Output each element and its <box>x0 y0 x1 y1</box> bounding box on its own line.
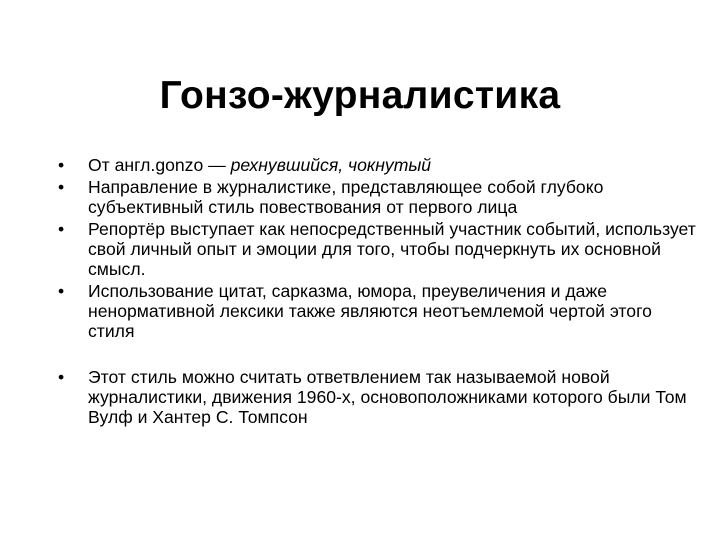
bullet-dot: • <box>58 177 65 197</box>
bullet-text-plain: От англ.gonzo — <box>88 155 231 175</box>
bullet-text-italic: рехнувшийся, чокнутый <box>230 155 432 175</box>
bullet-text: Использование цитат, сарказма, юмора, преувеличения и даже ненормативной лексики также являются неотъемлемой чертой этого стиля <box>88 281 652 341</box>
bullet-text: Репортёр выступает как непосредственный участник событий, использует свой личный опыт и эмоции для того, чтобы подчеркнуть их основной смысл. <box>88 219 696 279</box>
bullet-item <box>58 367 698 427</box>
bullet-dot: • <box>58 281 65 301</box>
bullet-dot: • <box>58 367 65 387</box>
bullet-dot: • <box>58 155 65 175</box>
slide-title: Гонзо-журналистика <box>159 74 561 117</box>
bullet-item <box>58 219 698 279</box>
bullet-text <box>88 155 431 175</box>
bullet-dot: • <box>58 219 65 239</box>
bullet-item <box>58 281 698 341</box>
bullet-item <box>58 155 698 175</box>
bullet-item <box>58 177 698 217</box>
bullet-list <box>58 155 698 429</box>
bullet-text: Этот стиль можно считать ответвлением так называемой новой журналистики, движения 1960-х, основоположниками которого были Том Вулф и Хантер С. Томпсон <box>88 367 687 427</box>
bullet-text: Направление в журналистике, представляющее собой глубоко субъективный стиль повествования от первого лица <box>88 177 604 217</box>
